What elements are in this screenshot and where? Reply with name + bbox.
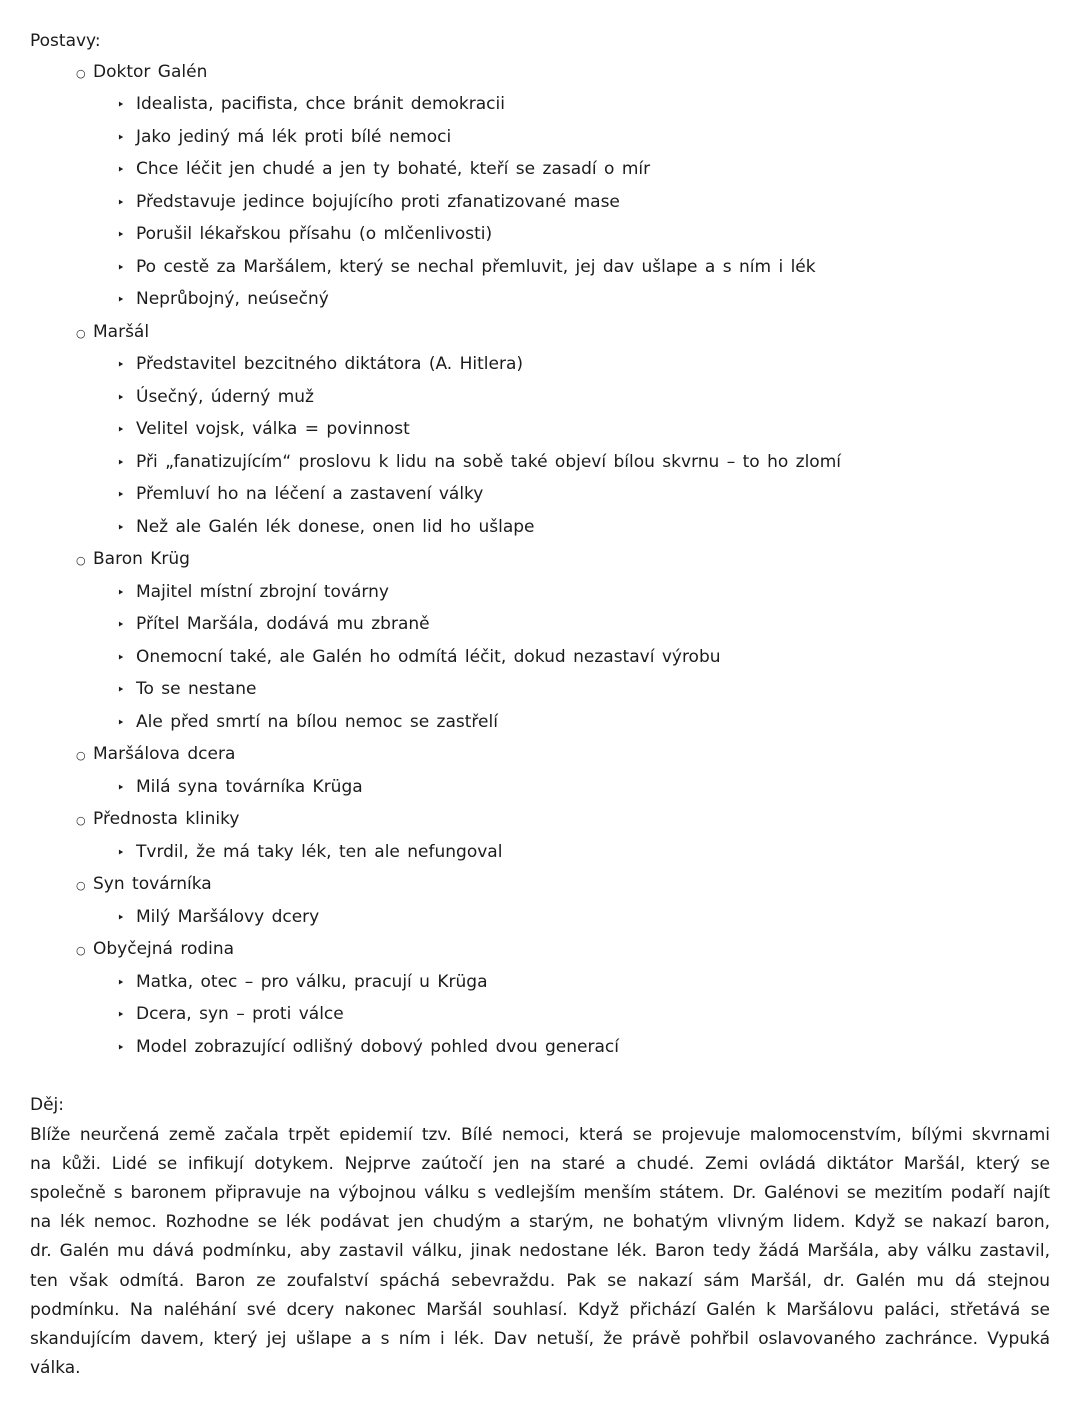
character-point-item	[117, 902, 1050, 935]
triangle-bullet-icon: ‣	[117, 585, 125, 601]
triangle-bullet-icon: ‣	[117, 98, 125, 113]
character-point-text: Porušil lékařskou přísahu (o mlčenlivosti)	[136, 224, 493, 244]
triangle-bullet-icon: ‣	[117, 488, 125, 503]
circle-bullet-icon: ○	[76, 326, 86, 340]
character-point-item	[117, 219, 1050, 252]
triangle-bullet-icon: ‣	[117, 683, 125, 698]
character-point-text: Ale před smrtí na bílou nemoc se zastřelí	[136, 711, 498, 732]
character-point-text: Onemocní také, ale Galén ho odmítá léčit, dokud nezastaví výrobu	[136, 646, 721, 667]
circle-bullet-icon: ○	[76, 66, 86, 80]
triangle-bullet-icon: ‣	[117, 260, 125, 276]
character-point-item	[117, 187, 1050, 220]
triangle-bullet-icon: ‣	[117, 618, 125, 633]
triangle-bullet-icon: ‣	[117, 1008, 125, 1023]
character-point-item	[117, 674, 1050, 707]
circle-bullet-icon: ○	[76, 879, 86, 892]
plot-heading: Děj:	[30, 1095, 64, 1115]
character-point-text: Jako jediný má lék proti bílé nemoci	[136, 126, 452, 147]
triangle-bullet-icon: ‣	[117, 1040, 125, 1056]
character-point-text: Velitel vojsk, válka = povinnost	[136, 419, 410, 439]
character-point-item	[117, 577, 1050, 610]
character-point-text: Při „fanatizujícím“ proslovu k lidu na sobě také objeví bílou skvrnu – to ho zlomí	[136, 451, 841, 472]
triangle-bullet-icon: ‣	[117, 293, 125, 308]
character-point-item	[117, 609, 1050, 642]
character-point-text: Milý Maršálovy dcery	[136, 906, 320, 927]
character-list-item	[76, 869, 1050, 902]
character-point-text: Model zobrazující odlišný dobový pohled dvou generací	[136, 1036, 619, 1057]
triangle-bullet-icon: ‣	[117, 195, 125, 211]
character-point-item	[117, 1032, 1050, 1065]
character-point-text: Než ale Galén lék donese, onen lid ho ušlape	[136, 516, 535, 537]
character-point-item	[117, 349, 1050, 382]
character-list-item	[76, 739, 1050, 772]
triangle-bullet-icon: ‣	[117, 715, 125, 731]
triangle-bullet-icon: ‣	[117, 910, 125, 926]
triangle-bullet-icon: ‣	[117, 845, 125, 861]
character-point-item	[117, 122, 1050, 155]
character-name: Baron Krüg	[93, 549, 190, 569]
character-list-item	[76, 544, 1050, 577]
character-name: Přednosta kliniky	[93, 809, 240, 829]
character-name: Maršál	[93, 321, 150, 342]
character-point-item	[117, 999, 1050, 1032]
character-point-text: To se nestane	[136, 679, 257, 699]
triangle-bullet-icon: ‣	[117, 390, 125, 406]
character-point-item	[117, 512, 1050, 545]
triangle-bullet-icon: ‣	[117, 130, 125, 146]
character-point-item	[117, 382, 1050, 415]
character-name: Doktor Galén	[93, 61, 208, 82]
character-point-text: Dcera, syn – proti válce	[136, 1004, 344, 1024]
character-name: Maršálova dcera	[93, 744, 236, 764]
character-point-text: Přítel Maršála, dodává mu zbraně	[136, 614, 430, 634]
character-point-text: Přemluví ho na léčení a zastavení války	[136, 484, 484, 504]
character-point-text: Majitel místní zbrojní továrny	[136, 581, 389, 602]
character-point-item	[117, 479, 1050, 512]
triangle-bullet-icon: ‣	[117, 975, 125, 991]
character-point-item	[117, 284, 1050, 317]
triangle-bullet-icon: ‣	[117, 520, 125, 536]
character-point-item	[117, 772, 1050, 805]
character-point-text: Neprůbojný, neúsečný	[136, 289, 329, 309]
character-point-text: Po cestě za Maršálem, který se nechal přemluvit, jej dav ušlape a s ním i lék	[136, 256, 816, 277]
character-point-item	[117, 642, 1050, 675]
triangle-bullet-icon: ‣	[117, 455, 125, 471]
character-point-item	[117, 967, 1050, 1000]
character-point-item	[117, 447, 1050, 480]
triangle-bullet-icon: ‣	[117, 650, 125, 666]
triangle-bullet-icon: ‣	[117, 163, 125, 178]
character-point-item	[117, 252, 1050, 285]
character-list-item	[76, 934, 1050, 967]
character-point-text: Matka, otec – pro válku, pracují u Krüga	[136, 971, 488, 992]
character-point-text: Tvrdil, že má taky lék, ten ale nefungoval	[136, 841, 503, 862]
character-point-item	[117, 414, 1050, 447]
character-point-text: Milá syna továrníka Krüga	[136, 776, 363, 797]
circle-bullet-icon: ○	[76, 814, 86, 827]
characters-heading: Postavy:	[30, 31, 101, 51]
character-point-text: Idealista, pacifista, chce bránit demokracii	[136, 94, 505, 114]
character-point-item	[117, 154, 1050, 187]
circle-bullet-icon: ○	[76, 554, 86, 567]
character-point-text: Představuje jedince bojujícího proti zfanatizované mase	[136, 191, 620, 212]
character-point-item	[117, 707, 1050, 740]
triangle-bullet-icon: ‣	[117, 358, 125, 373]
triangle-bullet-icon: ‣	[117, 780, 125, 796]
plot-paragraph: Blíže neurčená země začala trpět epidemií tzv. Bílé nemoci, která se projevuje malomocenstvím, bílými skvrnami na kůži. Lidé se infikují dotykem. Nejprve zaútočí jen na staré a chudé. Zemi ovládá diktátor Maršál, který se společně s baronem připravuje na výbojnou válku s vedlejším menším státem. Dr. Galénovi se mezitím podaří najít na lék nemoc. Rozhodne se lék podávat jen chudým a starým, ne bohatým vlivným lidem. Když se nakazí baron, dr. Galén mu dává podmínku, aby zastavil válku, jinak nedostane lék. Baron tedy žádá Maršála, aby válku zastavil, ten však odmítá. Baron ze zoufalství spáchá sebevraždu. Pak se nakazí sám Maršál, dr. Galén mu dá stejnou podmínku. Na naléhání své dcery nakonec Maršál souhlasí. Když přichází Galén k Maršálovu paláci, střetává se skandujícím davem, který jej ušlape a s ním i lék. Dav netuší, že právě pohřbil oslavovaného zachránce. Vypuká válka.	[30, 1124, 1050, 1379]
character-point-item	[117, 837, 1050, 870]
character-list-item	[76, 804, 1050, 837]
circle-bullet-icon: ○	[76, 749, 86, 762]
triangle-bullet-icon: ‣	[117, 228, 125, 243]
character-name: Obyčejná rodina	[93, 939, 235, 959]
character-point-text: Úsečný, úderný muž	[136, 386, 314, 407]
character-point-item	[117, 89, 1050, 122]
character-name: Syn továrníka	[93, 874, 212, 894]
triangle-bullet-icon: ‣	[117, 423, 125, 438]
character-list-item	[76, 57, 1050, 90]
character-list-item	[76, 317, 1050, 350]
circle-bullet-icon: ○	[76, 944, 86, 957]
character-point-text: Chce léčit jen chudé a jen ty bohaté, kteří se zasadí o mír	[136, 159, 651, 179]
character-point-text: Představitel bezcitného diktátora (A. Hitlera)	[136, 354, 523, 374]
